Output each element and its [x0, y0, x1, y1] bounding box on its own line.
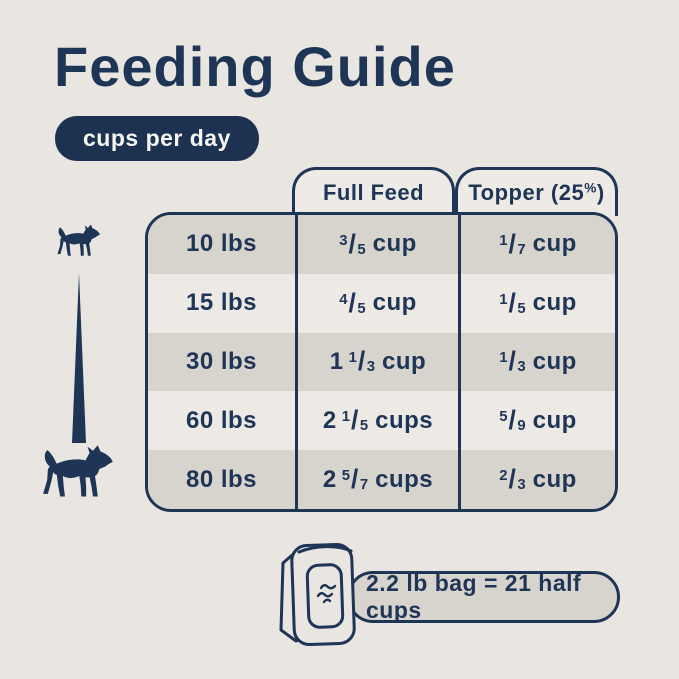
full-feed-cell: $^3/_5$ cup: [295, 215, 458, 274]
topper-cell: $^1/_7$ cup: [458, 215, 615, 274]
column-header-topper-label: Topper (25: [468, 180, 585, 205]
table-row: [148, 450, 615, 509]
table-row: [148, 333, 615, 392]
table-row: [148, 274, 615, 333]
feeding-table: [145, 167, 618, 512]
column-header-full-feed-label: Full Feed: [322, 180, 425, 205]
bag-note-pill: [347, 571, 620, 623]
full-feed-cell: 1 $^1/_3$ cup: [295, 333, 458, 392]
weight-cell: 30 lbs: [185, 347, 258, 375]
topper-cell: $^2/_3$ cup: [458, 450, 615, 509]
subtitle-badge-label: cups per day: [83, 125, 231, 151]
weight-cell: 10 lbs: [185, 230, 258, 258]
table-row: [148, 391, 615, 450]
full-feed-cell: $^4/_5$ cup: [295, 274, 458, 333]
full-feed-cell: 2 $^1/_5$ cups: [295, 391, 458, 450]
topper-cell: $^5/_9$ cup: [458, 391, 615, 450]
subtitle-badge: [55, 116, 259, 161]
bag-note-label: 2.2 lb bag = 21 half cups: [366, 570, 582, 623]
large-dog-icon: [39, 443, 121, 505]
full-feed-cell: 2 $^5/_7$ cups: [295, 450, 458, 509]
topper-cell: $^1/_5$ cup: [458, 274, 615, 333]
percent-superscript: %: [584, 180, 597, 196]
weight-cell: 15 lbs: [185, 289, 258, 317]
column-header-topper: Topper (25%): [455, 167, 618, 216]
page-title: Feeding Guide: [54, 35, 456, 98]
weight-cell: 60 lbs: [185, 406, 258, 434]
table-row: [148, 215, 615, 274]
size-scale-wedge: [72, 273, 86, 443]
feeding-table-body: [145, 212, 618, 512]
column-header-full-feed: [292, 167, 455, 216]
topper-cell: $^1/_3$ cup: [458, 333, 615, 392]
food-bag-icon: [274, 538, 360, 648]
weight-cell: 80 lbs: [185, 465, 258, 493]
small-dog-icon: [55, 223, 105, 261]
